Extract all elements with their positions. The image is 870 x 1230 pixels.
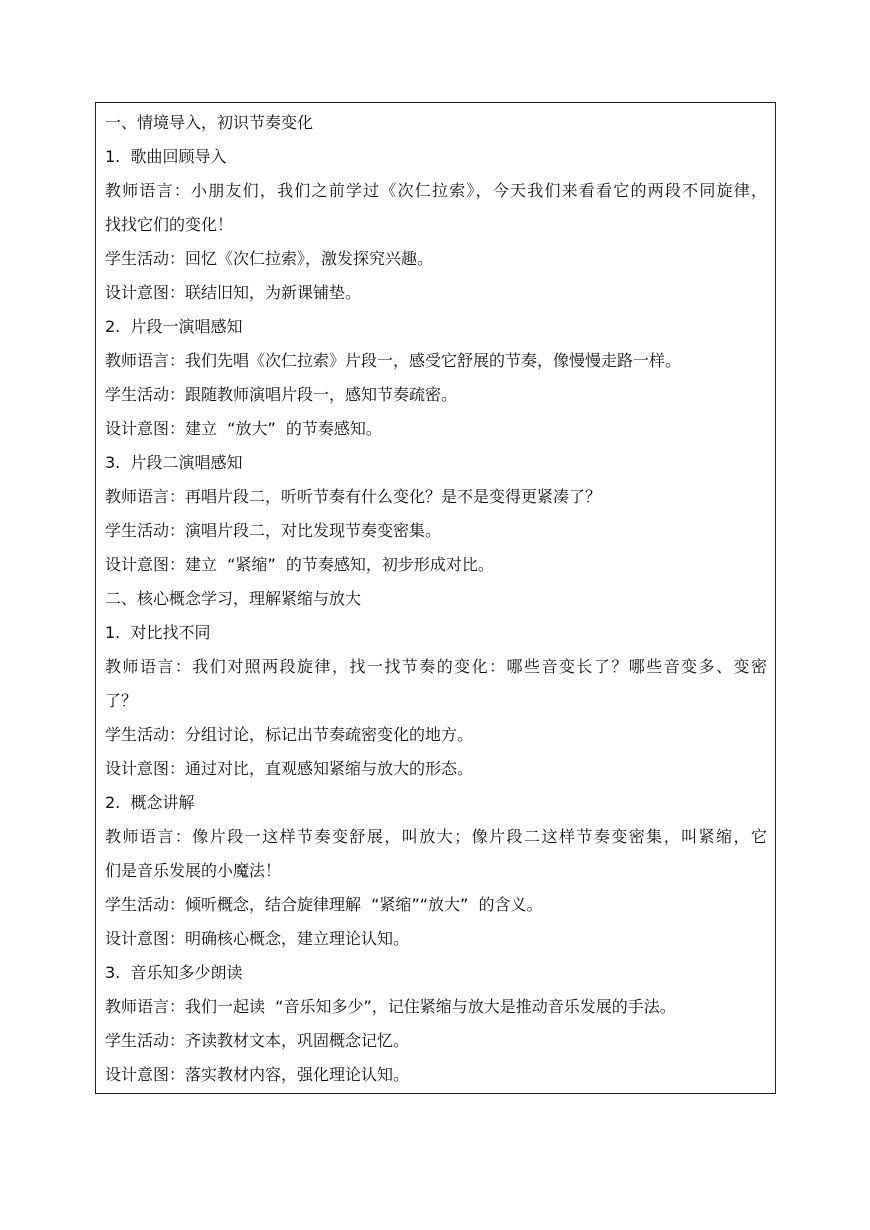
subsection-heading: 3. 音乐知多少朗读 — [105, 963, 243, 982]
student-activity: 学生活动：跟随教师演唱片段一，感知节奏疏密。 — [105, 385, 458, 404]
student-activity: 学生活动：分组讨论，标记出节奏疏密变化的地方。 — [105, 725, 474, 744]
design-intent: 设计意图：落实教材内容，强化理论认知。 — [105, 1065, 410, 1084]
student-activity: 学生活动：演唱片段二，对比发现节奏变密集。 — [105, 521, 442, 540]
design-intent: 设计意图：建立 “紧缩” 的节奏感知，初步形成对比。 — [105, 555, 494, 574]
student-activity: 学生活动：倾听概念，结合旋律理解 “紧缩”“放大” 的含义。 — [105, 895, 543, 914]
design-intent: 设计意图：联结旧知，为新课铺垫。 — [105, 283, 362, 302]
student-activity: 学生活动：齐读教材文本，巩固概念记忆。 — [105, 1031, 410, 1050]
subsection-heading: 2. 片段一演唱感知 — [105, 317, 243, 336]
subsection-heading: 1. 歌曲回顾导入 — [105, 147, 227, 166]
teacher-language: 教师语言：像片段一这样节奏变舒展，叫放大；像片段二这样节奏变密集，叫紧缩，它 — [105, 827, 767, 846]
lesson-plan-cell — [95, 102, 776, 1094]
teacher-language-continued: 找找它们的变化！ — [105, 215, 234, 234]
subsection-heading: 3. 片段二演唱感知 — [105, 453, 243, 472]
design-intent: 设计意图：明确核心概念，建立理论认知。 — [105, 929, 410, 948]
teacher-language: 教师语言：我们对照两段旋律，找一找节奏的变化：哪些音变长了？哪些音变多、变密 — [105, 657, 767, 676]
teacher-language-continued: 们是音乐发展的小魔法！ — [105, 861, 282, 880]
design-intent: 设计意图：通过对比，直观感知紧缩与放大的形态。 — [105, 759, 474, 778]
teacher-language-continued: 了？ — [105, 691, 138, 710]
design-intent: 设计意图：建立 “放大” 的节奏感知。 — [105, 419, 382, 438]
student-activity: 学生活动：回忆《次仁拉索》，激发探究兴趣。 — [105, 249, 434, 268]
section-heading-1: 一、情境导入，初识节奏变化 — [105, 113, 314, 132]
teacher-language: 教师语言：小朋友们，我们之前学过《次仁拉索》，今天我们来看看它的两段不同旋律， — [105, 181, 767, 200]
subsection-heading: 1. 对比找不同 — [105, 623, 211, 642]
teacher-language: 教师语言：我们先唱《次仁拉索》片段一，感受它舒展的节奏，像慢慢走路一样。 — [105, 351, 682, 370]
section-heading-2: 二、核心概念学习，理解紧缩与放大 — [105, 589, 362, 608]
teacher-language: 教师语言：再唱片段二，听听节奏有什么变化？是不是变得更紧凑了？ — [105, 487, 602, 506]
subsection-heading: 2. 概念讲解 — [105, 793, 195, 812]
teacher-language: 教师语言：我们一起读 “音乐知多少”，记住紧缩与放大是推动音乐发展的手法。 — [105, 997, 676, 1016]
